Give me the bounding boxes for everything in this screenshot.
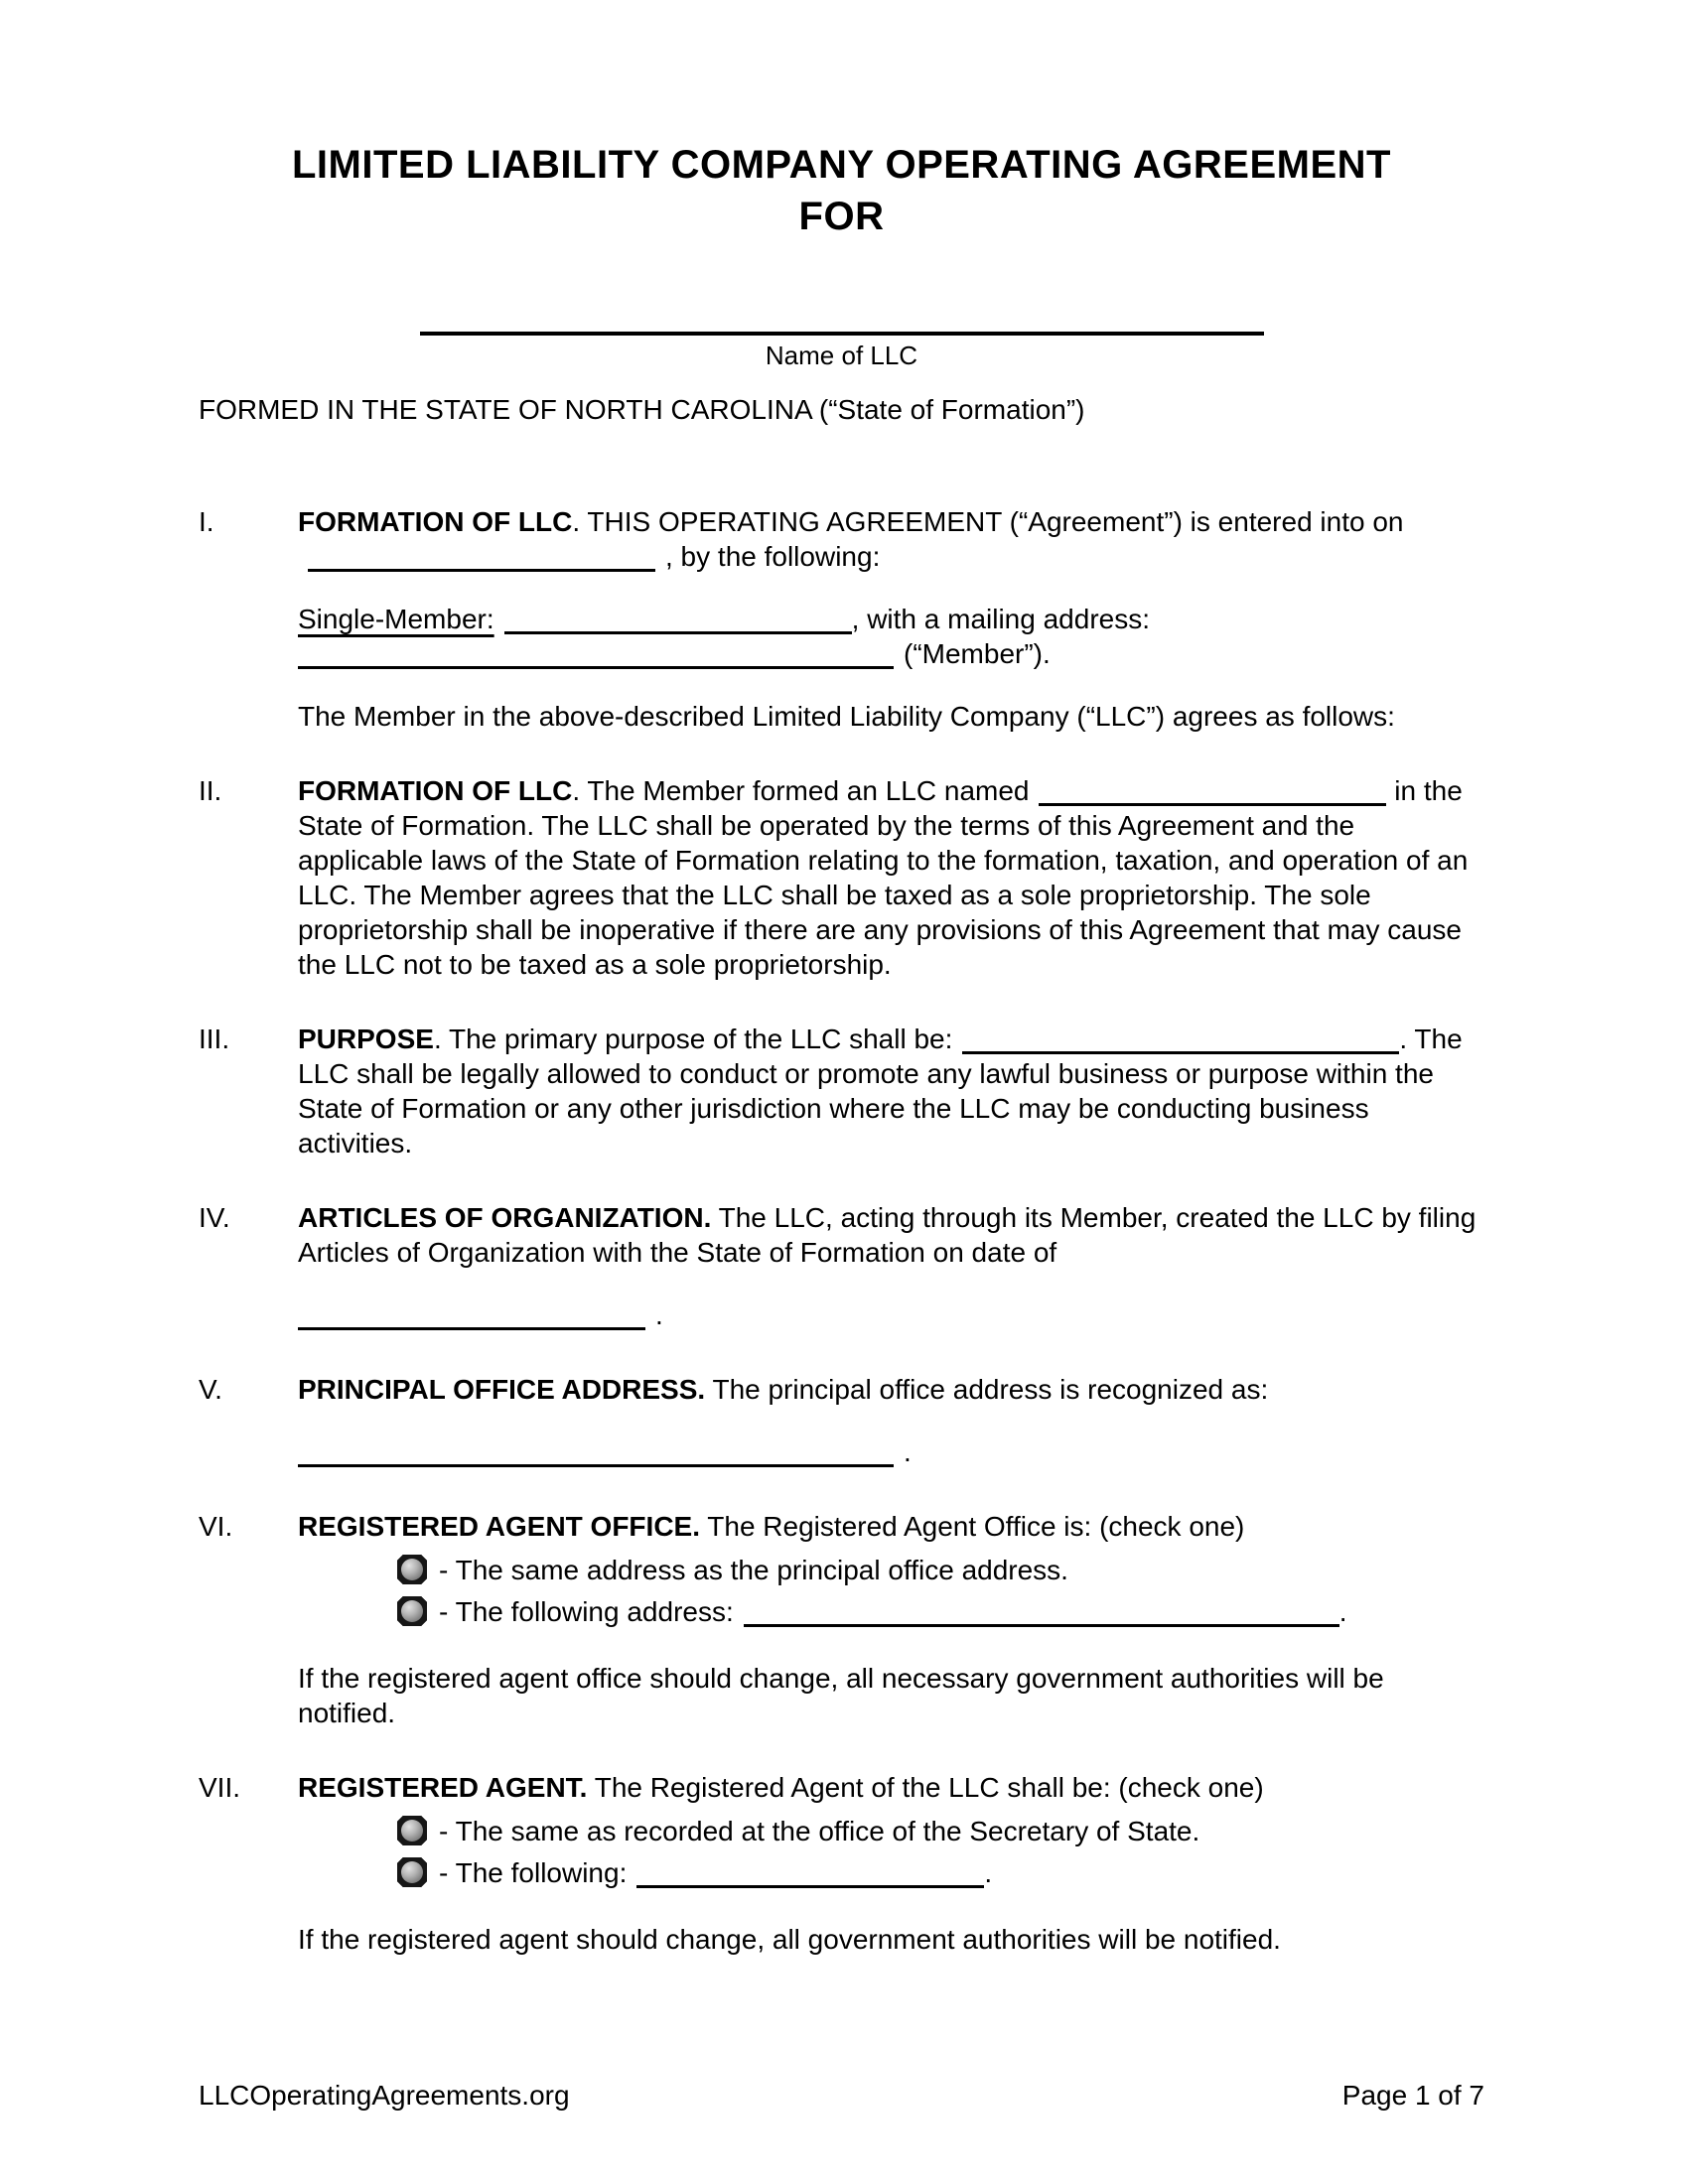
body-text: . The primary purpose of the LLC shall be:	[433, 1024, 953, 1054]
page-footer	[199, 2078, 1484, 2113]
section-vii-registered-agent	[199, 1770, 1484, 1957]
llc-name-line[interactable]	[420, 332, 1264, 336]
body-text: , with a mailing address:	[851, 604, 1150, 634]
member-address-blank[interactable]	[298, 636, 894, 669]
section-heading: FORMATION OF LLC	[298, 506, 573, 537]
agreement-date-blank[interactable]	[308, 539, 655, 572]
option-label: - The following address:	[439, 1596, 734, 1627]
formed-in-state-line: FORMED IN THE STATE OF NORTH CAROLINA (“State of Formation”)	[199, 394, 1085, 425]
body-text: . The Member formed an LLC named	[572, 775, 1030, 806]
option-row-other-address	[397, 1591, 1484, 1633]
checkbox-icon[interactable]	[397, 1555, 427, 1584]
option-label: .	[984, 1857, 993, 1888]
section-i-formation	[199, 504, 1484, 734]
checkbox-icon[interactable]	[397, 1857, 427, 1887]
section-heading: ARTICLES OF ORGANIZATION.	[298, 1202, 712, 1233]
section-numeral: V.	[199, 1374, 222, 1405]
section-numeral: IV.	[199, 1202, 230, 1233]
llc-name-block	[199, 332, 1484, 370]
section-paragraph	[298, 1434, 1484, 1469]
name-of-llc-label: Name of LLC	[765, 341, 918, 370]
option-label: - The same as recorded at the office of the Secretary of State.	[439, 1816, 1200, 1846]
option-label: - The same address as the principal office address.	[439, 1555, 1068, 1585]
page-title	[199, 139, 1484, 242]
section-numeral: III.	[199, 1024, 230, 1054]
section-heading: PRINCIPAL OFFICE ADDRESS.	[298, 1374, 706, 1405]
body-text: The principal office address is recognized as:	[705, 1374, 1269, 1405]
body-text: .	[655, 1299, 663, 1330]
section-paragraph	[298, 602, 1484, 671]
section-paragraph	[298, 1022, 1484, 1160]
section-paragraph	[298, 1200, 1484, 1270]
checkbox-icon[interactable]	[397, 1816, 427, 1845]
body-text: .	[904, 1436, 912, 1467]
single-member-label: Single-Member:	[298, 604, 494, 634]
section-paragraph	[298, 504, 1484, 574]
section-numeral: II.	[199, 775, 222, 806]
body-text: . The LLC shall be legally allowed to conduct or promote any lawful business or purpose within the State of Formation or any other jurisdiction where the LLC may be conducting business activities.	[298, 1024, 1463, 1159]
title-line-2: FOR	[798, 195, 885, 238]
section-paragraph: If the registered agent should change, all government authorities will be notified.	[298, 1924, 1281, 1955]
section-paragraph	[298, 1372, 1484, 1407]
agent-office-address-blank[interactable]	[744, 1594, 1339, 1627]
body-text: , by the following:	[665, 541, 881, 572]
agent-name-blank[interactable]	[636, 1855, 984, 1888]
principal-address-blank[interactable]	[298, 1434, 894, 1467]
body-text: . THIS OPERATING AGREEMENT (“Agreement”) is entered into on	[572, 506, 1404, 537]
section-paragraph	[298, 773, 1484, 982]
section-ii-formation	[199, 773, 1484, 982]
section-paragraph	[298, 1297, 1484, 1332]
body-text: The LLC, acting through its Member, created the LLC by filing Articles of Organization with the State of Formation on date of	[298, 1202, 1477, 1268]
section-paragraph	[298, 1509, 1484, 1544]
body-text: in the State of Formation. The LLC shall be operated by the terms of this Agreement and the applicable laws of the State of Formation relating to the formation, taxation, and operation of an LLC. The Member agrees that the LLC shall be taxed as a sole proprietorship. The sole proprietorship shall be inoperative if there are any provisions of this Agreement that may cause the LLC not to be taxed as a sole proprietorship.	[298, 775, 1469, 980]
option-row-same-principal-address	[397, 1550, 1484, 1591]
option-label: .	[1338, 1596, 1347, 1627]
body-text: The Registered Agent Office is: (check one)	[700, 1511, 1245, 1542]
checkbox-icon[interactable]	[397, 1596, 427, 1626]
section-heading: FORMATION OF LLC	[298, 775, 573, 806]
articles-date-blank[interactable]	[298, 1297, 645, 1330]
sections-list	[199, 504, 1484, 1957]
option-row-same-secretary-of-state	[397, 1811, 1484, 1852]
section-vi-registered-agent-office	[199, 1509, 1484, 1730]
option-label: - The following:	[439, 1857, 628, 1888]
body-text: (“Member”).	[904, 638, 1051, 669]
section-numeral: VI.	[199, 1511, 233, 1542]
body-text: The Registered Agent of the LLC shall be: (check one)	[587, 1772, 1264, 1803]
section-heading: REGISTERED AGENT.	[298, 1772, 588, 1803]
member-name-blank[interactable]	[504, 602, 852, 634]
section-paragraph	[298, 1770, 1484, 1805]
option-row-other-agent	[397, 1852, 1484, 1894]
purpose-blank[interactable]	[962, 1022, 1399, 1054]
section-iv-articles	[199, 1200, 1484, 1332]
section-numeral: I.	[199, 506, 214, 537]
llc-name-blank[interactable]	[1039, 773, 1386, 806]
footer-page-number: Page 1 of 7	[1341, 2080, 1484, 2111]
section-heading: PURPOSE	[298, 1024, 434, 1054]
section-paragraph: If the registered agent office should change, all necessary government authorities will be notified.	[298, 1663, 1384, 1728]
section-paragraph: The Member in the above-described Limited Liability Company (“LLC”) agrees as follows:	[298, 701, 1395, 732]
section-v-principal-office	[199, 1372, 1484, 1469]
title-line-1: LIMITED LIABILITY COMPANY OPERATING AGREEMENT	[292, 143, 1391, 187]
section-heading: REGISTERED AGENT OFFICE.	[298, 1511, 700, 1542]
section-numeral: VII.	[199, 1772, 241, 1803]
section-iii-purpose	[199, 1022, 1484, 1160]
footer-website: LLCOperatingAgreements.org	[199, 2080, 570, 2111]
